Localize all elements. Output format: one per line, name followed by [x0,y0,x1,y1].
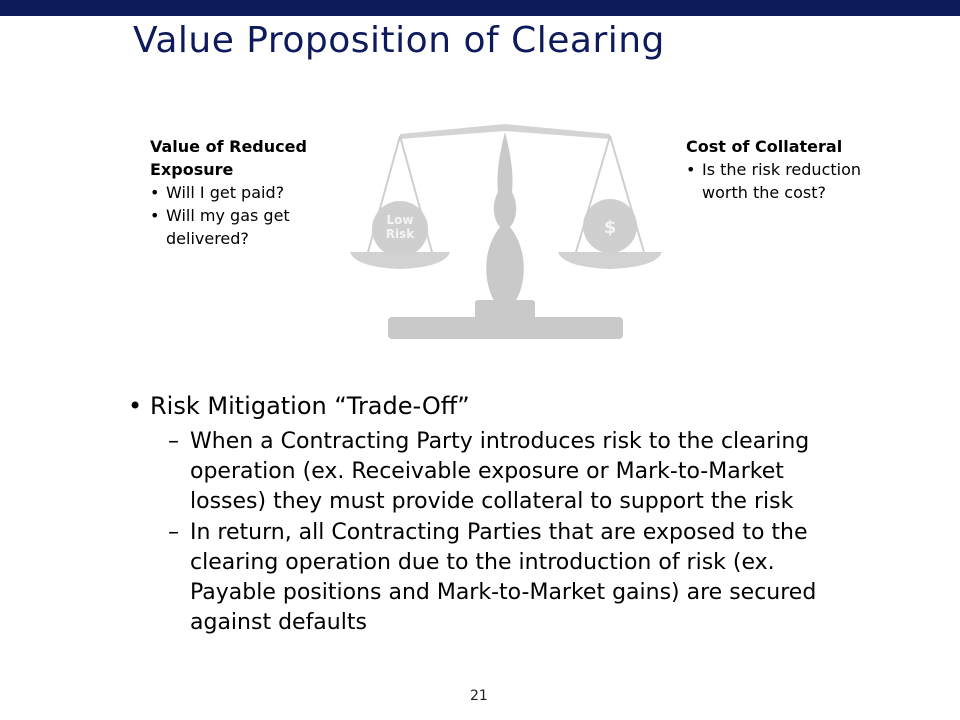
sub-bullet-line: losses) they must provide collateral to support the risk [190,489,794,514]
header-bar [0,0,960,16]
callout-item-text: Will I get paid? [166,183,285,202]
balance-scale-image [330,112,680,352]
left-pan [350,252,450,269]
sub-bullet-line: When a Contracting Party introduces risk to the clearing [190,429,810,454]
sub-bullet-line: against defaults [190,610,367,635]
callout-item [150,204,307,250]
dash-marker: – [168,520,179,545]
bullet-marker: • [128,392,143,420]
left-callout [150,135,307,250]
sub-bullet-line: In return, all Contracting Parties that are exposed to the [190,520,808,545]
scale-base [388,317,623,339]
callout-item-text: delivered? [166,229,249,248]
callout-heading: Exposure [150,160,234,179]
bullet-marker: • [686,160,696,179]
callout-heading: Cost of Collateral [686,137,843,156]
left-pan-label: Risk [385,227,415,241]
bullet-marker: • [150,183,160,202]
callout-item-text: Is the risk reduction [702,160,862,179]
callout-item [686,158,861,204]
scale-post [486,132,524,302]
sub-bullet-line: Payable positions and Mark-to-Market gains) are secured [190,580,817,605]
slide-title: Value Proposition of Clearing [133,20,665,61]
right-pan [558,252,662,269]
right-callout [686,135,861,204]
main-bullet [128,392,470,420]
dash-marker: – [168,429,179,454]
sub-bullet [168,427,928,517]
page-number: 21 [470,688,488,704]
bullet-marker: • [150,206,160,225]
callout-item-text: worth the cost? [702,183,826,202]
sub-bullet-line: clearing operation due to the introduction of risk (ex. [190,550,775,575]
callout-item-text: Will my gas get [166,206,290,225]
callout-heading: Value of Reduced [150,137,307,156]
main-bullet-text: Risk Mitigation “Trade-Off” [150,392,470,420]
callout-item [150,181,307,204]
sub-bullet-line: operation (ex. Receivable exposure or Mark-to-Market [190,459,784,484]
left-pan-label: Low [386,213,414,227]
sub-bullet [168,518,928,638]
right-pan-label: $ [603,217,617,238]
scale-base-top [475,300,535,320]
